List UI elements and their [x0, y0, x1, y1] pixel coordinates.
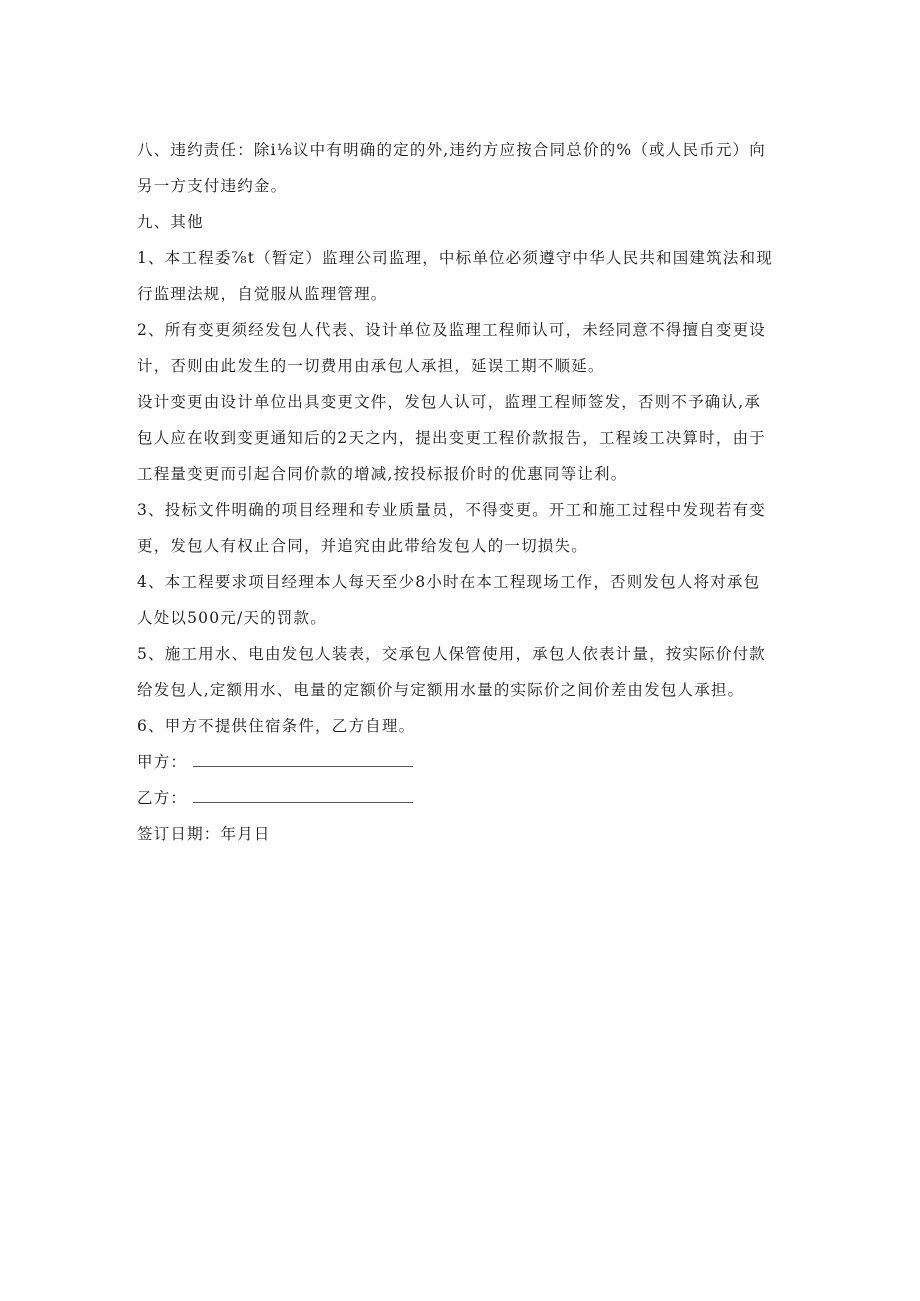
- party-b-label: 乙方：: [137, 789, 188, 807]
- item-4-line-1: 4、本工程要求项目经理本人每天至少8小时在本工程现场工作，否则发包人将对承包: [137, 573, 761, 591]
- clause-8-line-1: 八、违约责任：除i⅛议中有明确的定的外,违约方应按合同总价的%（或人民币元）向: [137, 141, 766, 159]
- item-5-line-2: 给发包人,定额用水、电量的定额价与定额用水量的实际价之间价差由发包人承担。: [137, 681, 745, 699]
- item-3-line-2: 更，发包人有权止合同，并追究由此带给发包人的一切损失。: [137, 537, 588, 555]
- item-6-line: 6、甲方不提供住宿条件，乙方自理。: [137, 717, 416, 735]
- design-change-line-1: 设计变更由设计单位出具变更文件，发包人认可，监理工程师签发，否则不予确认,承: [137, 393, 762, 411]
- item-3-line-1: 3、投标文件明确的项目经理和专业质量员，不得变更。开工和施工过程中发现若有变: [137, 501, 766, 519]
- item-2-line-2: 计，否则由此发生的一切费用由承包人承担，延误工期不顺延。: [137, 357, 605, 375]
- item-4-line-2: 人处以500元/天的罚款。: [137, 609, 327, 627]
- section-9-heading: 九、其他: [137, 213, 204, 231]
- item-2-line-1: 2、所有变更须经发包人代表、设计单位及监理工程师认可，未经同意不得擅自变更设: [137, 321, 766, 339]
- party-b-signature-blank[interactable]: [193, 780, 413, 803]
- item-1-line-1: 1、本工程委⅞t（暂定）监理公司监理，中标单位必须遵守中华人民共和国建筑法和现: [137, 249, 773, 267]
- design-change-line-3: 工程量变更而引起合同价款的增减,按投标报价时的优惠同等让利。: [137, 465, 628, 483]
- party-a-signature-blank[interactable]: [193, 744, 413, 767]
- sign-date: 签订日期：年月日: [137, 825, 271, 843]
- party-b-signature: [137, 780, 785, 816]
- item-5-line-1: 5、施工用水、电由发包人装表，交承包人保管使用，承包人依表计量，按实际价付款: [137, 645, 766, 663]
- document-body: [137, 132, 785, 852]
- party-a-signature: [137, 744, 785, 780]
- design-change-line-2: 包人应在收到变更通知后的2天之内，提出变更工程价款报告，工程竣工决算时，由于: [137, 429, 766, 447]
- party-a-label: 甲方：: [137, 753, 188, 771]
- item-1-line-2: 行监理法规，自觉服从监理管理。: [137, 285, 388, 303]
- clause-8-line-2: 另一方支付违约金。: [137, 177, 288, 195]
